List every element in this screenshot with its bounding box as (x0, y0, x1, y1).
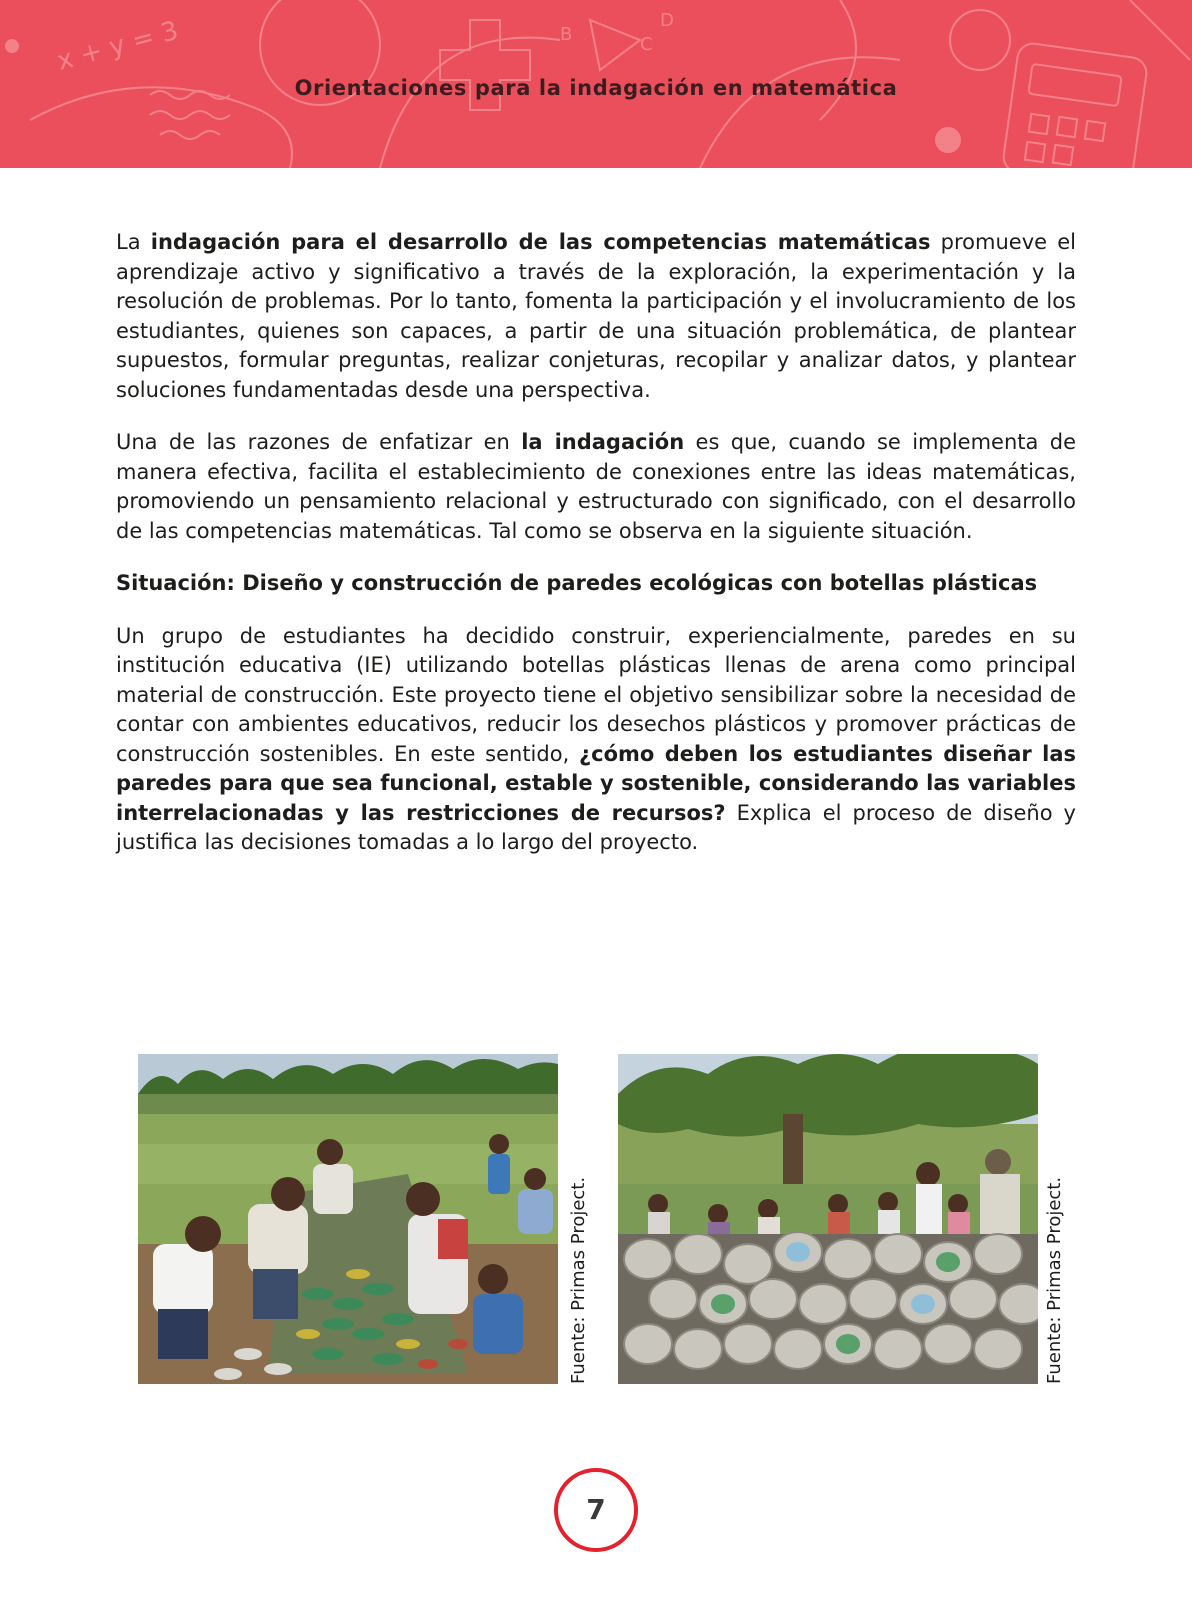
photo-caption: Fuente: Primas Project. (568, 1176, 589, 1384)
photo-illustration (138, 1054, 558, 1384)
header-title: Orientaciones para la indagación en matemática (294, 76, 898, 100)
svg-text:B: B (560, 24, 573, 45)
photo-illustration (618, 1054, 1038, 1384)
photo-students-building-wall (138, 1054, 558, 1384)
bold-text-run: la indagación (521, 430, 685, 454)
text-run: Explica el proceso de diseño y justifica las decisiones tomadas a lo largo del proyecto. (116, 800, 1076, 854)
page-number: 7 (554, 1468, 638, 1552)
photo-caption: Fuente: Primas Project. (1044, 1176, 1065, 1384)
text-run: es que, cuando se implementa de manera efectiva, facilita el establecimiento de conexiones entre las ideas matemáticas, promoviendo un pensamiento relacional y estructurado con significado, con el desarrollo de las competencias matemáticas. Tal como se observa en la siguiente situación. (116, 430, 1076, 543)
bold-question: ¿cómo deben los estudiantes diseñar las paredes para que sea funcional, estable y sostenible, considerando las variables interrelacionadas y las restricciones de recursos? (116, 741, 1076, 825)
situation-paragraph (116, 622, 1076, 858)
situation-heading: Situación: Diseño y construcción de paredes ecológicas con botellas plásticas (116, 571, 1038, 595)
bold-text-run: indagación para el desarrollo de las competencias matemáticas (150, 230, 931, 254)
reason-paragraph (116, 428, 1076, 546)
text-run: Un grupo de estudiantes ha decidido construir, experiencialmente, paredes en su institución educativa (IE) utilizando botellas plásticas llenas de arena como principal material de construcción. Este proyecto tiene el objetivo sensibilizar sobre la necesidad de contar con ambientes educativos, reducir los desechos plásticos y promover prácticas de construcción sostenibles. En este sentido, (116, 623, 1076, 766)
svg-text:C: C (640, 34, 653, 55)
main-content (116, 228, 1076, 881)
intro-paragraph (116, 228, 1076, 405)
svg-text:x + y = 3: x + y = 3 (54, 15, 182, 77)
text-run: Una de las razones de enfatizar en (116, 430, 522, 454)
header-banner (0, 0, 1192, 168)
text-run: promueve el aprendizaje activo y significativo a través de la exploración, la experimentación y la resolución de problemas. Por lo tanto, fomenta la participación y el involucramiento de los estudiantes, quienes son capaces, a partir de una situación problemática, de plantear supuestos, formular preguntas, realizar conjeturas, recopilar y analizar datos, y plantear soluciones fundamentadas desde una perspectiva. (116, 230, 1076, 402)
photo-bottle-wall-group (618, 1054, 1038, 1384)
text-run: La (116, 230, 151, 254)
svg-text:D: D (660, 10, 674, 31)
